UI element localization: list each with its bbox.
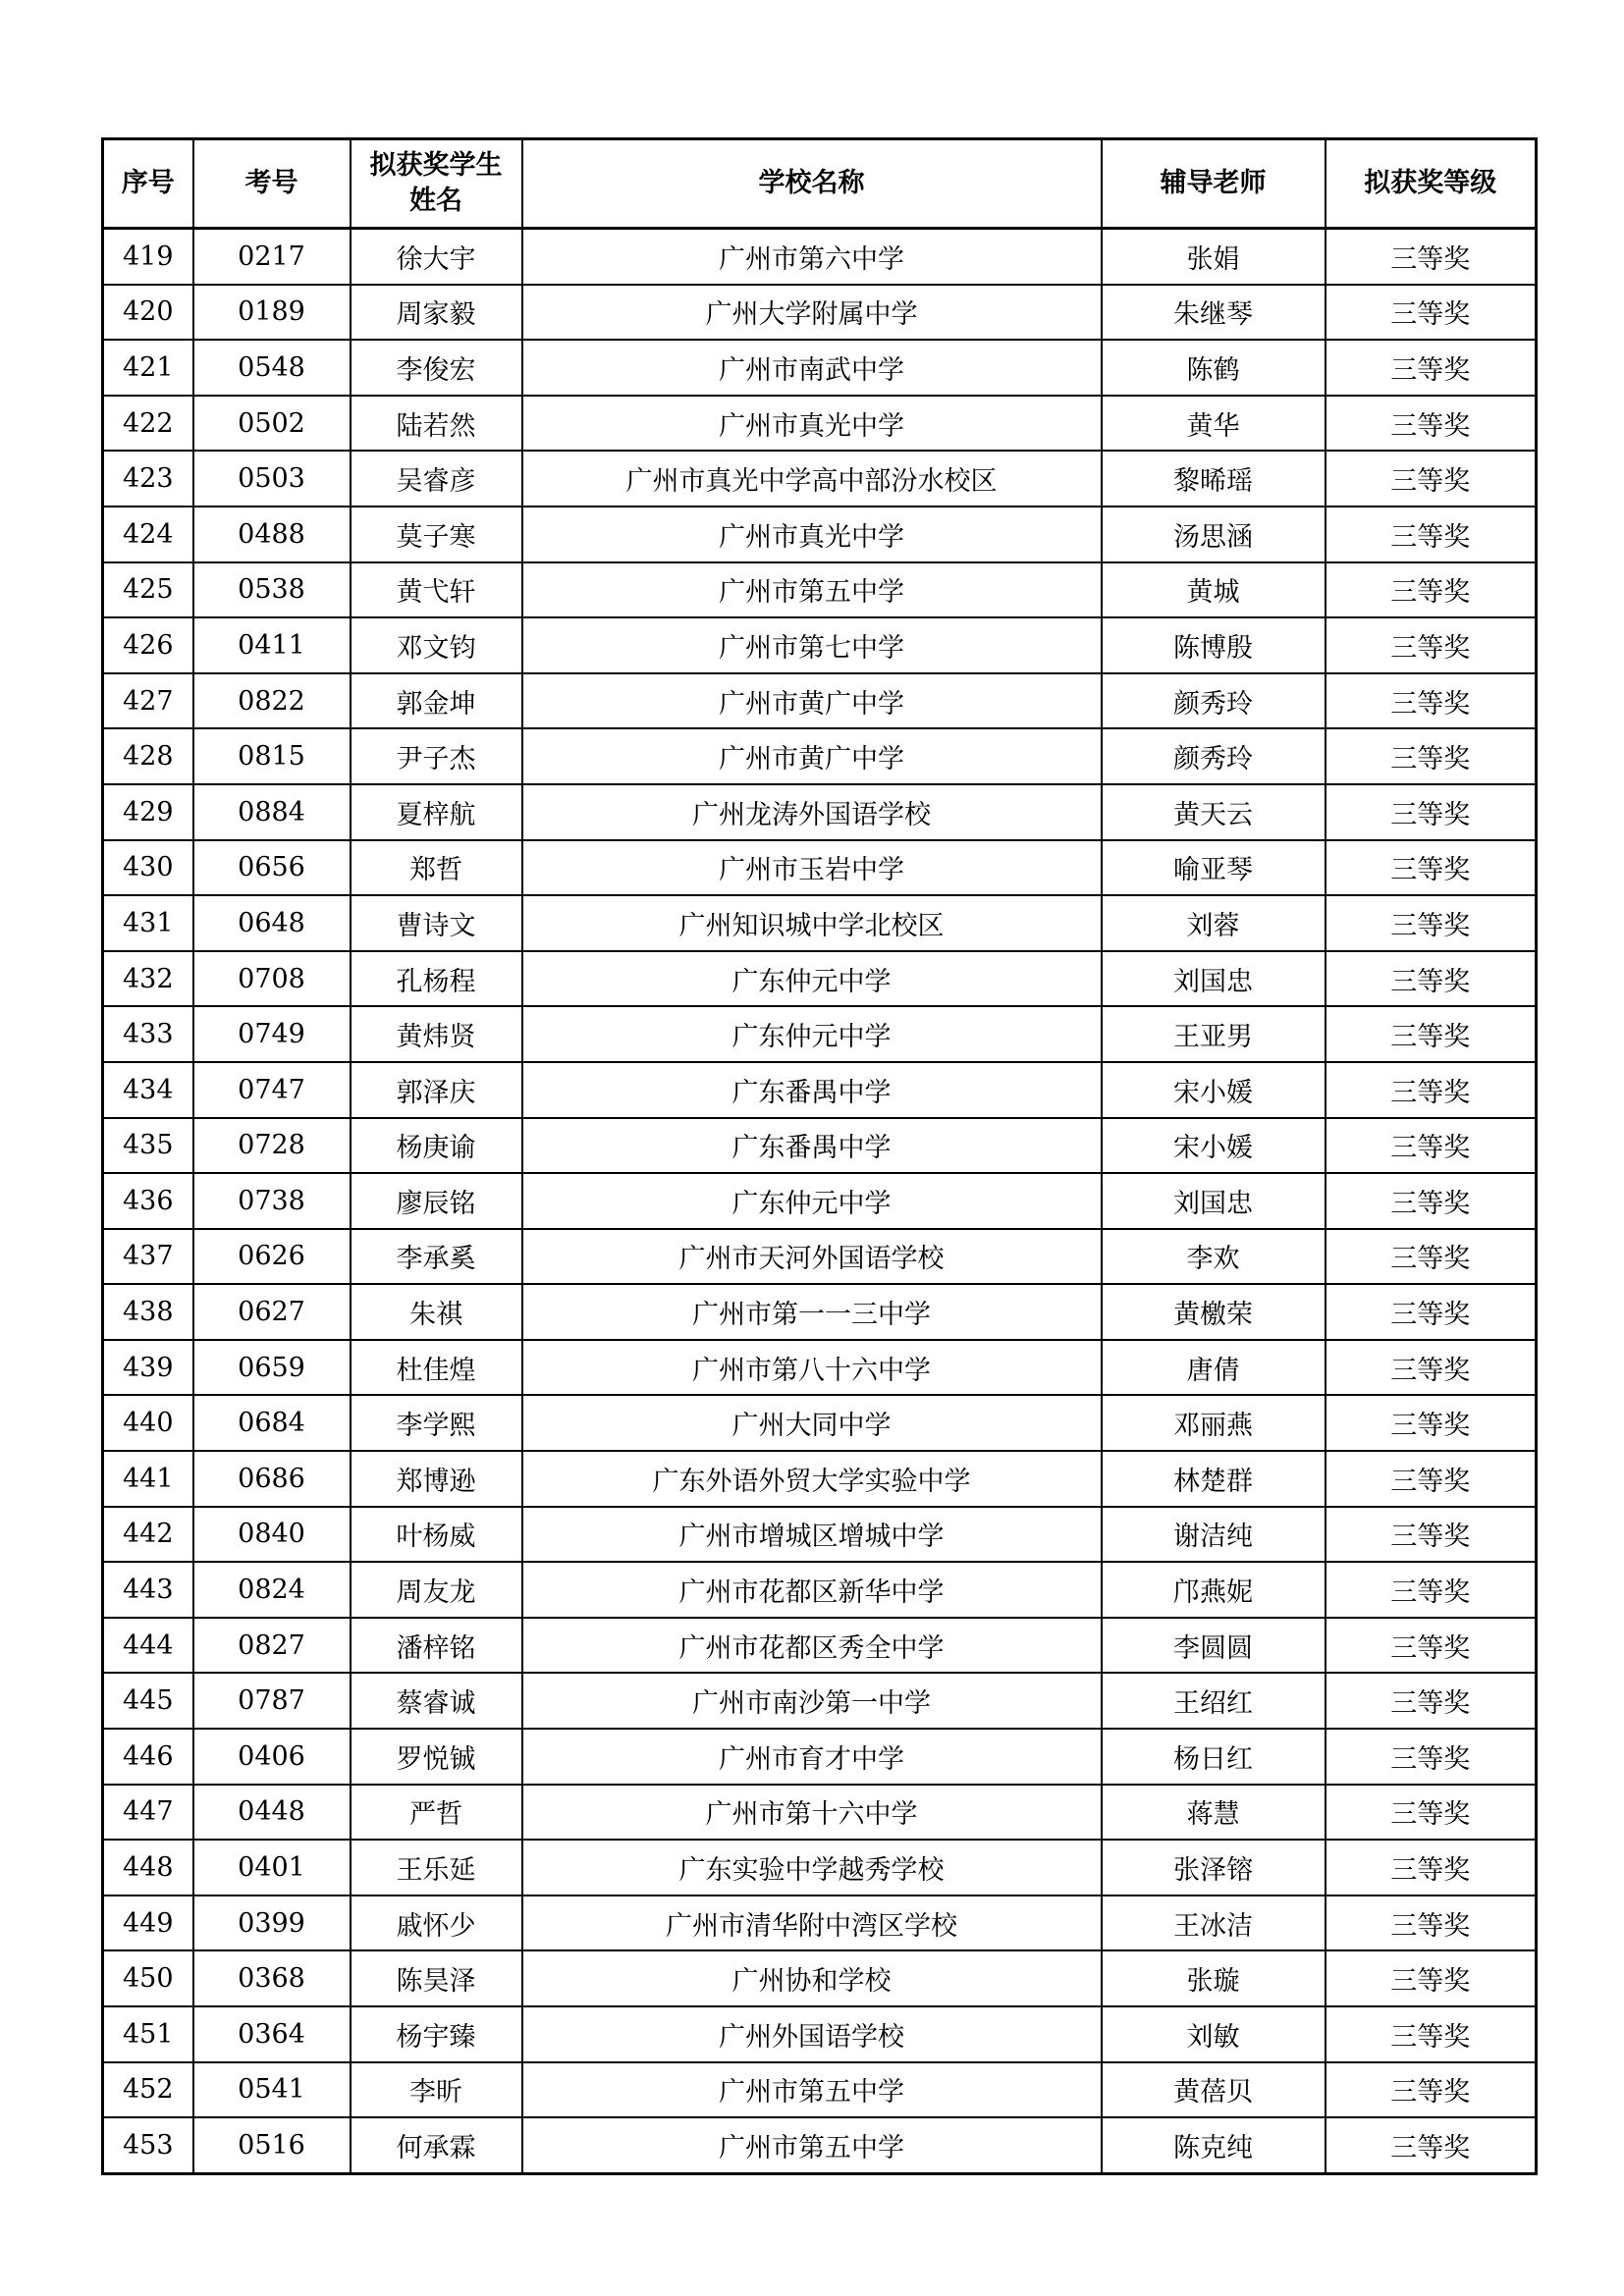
cell-teacher: 蒋慧 (1102, 1785, 1326, 1841)
table-row (103, 1229, 1537, 1285)
table-row (103, 2117, 1537, 2173)
cell-student-name: 郑哲 (351, 840, 522, 896)
table-row (103, 1840, 1537, 1896)
cell-seq: 425 (103, 562, 193, 618)
cell-seq: 437 (103, 1229, 193, 1285)
cell-exam-no: 0401 (193, 1840, 351, 1896)
table-row (103, 1896, 1537, 1951)
table-row (103, 2062, 1537, 2118)
table-header (103, 139, 1537, 229)
cell-teacher: 李欢 (1102, 1229, 1326, 1285)
cell-school: 广州大学附属中学 (522, 285, 1102, 341)
cell-seq: 429 (103, 784, 193, 840)
cell-exam-no: 0411 (193, 617, 351, 673)
cell-student-name: 周家毅 (351, 285, 522, 341)
cell-exam-no: 0364 (193, 2006, 351, 2062)
cell-exam-no: 0516 (193, 2117, 351, 2173)
cell-school: 广东仲元中学 (522, 1173, 1102, 1229)
table-row (103, 1173, 1537, 1229)
cell-award-level: 三等奖 (1326, 2062, 1537, 2118)
cell-teacher: 宋小媛 (1102, 1118, 1326, 1174)
cell-school: 广州市第五中学 (522, 2062, 1102, 2118)
cell-school: 广州市真光中学 (522, 396, 1102, 452)
cell-seq: 420 (103, 285, 193, 341)
cell-student-name: 杨宇臻 (351, 2006, 522, 2062)
cell-exam-no: 0747 (193, 1062, 351, 1118)
cell-teacher: 唐倩 (1102, 1340, 1326, 1396)
cell-student-name: 罗悦铖 (351, 1729, 522, 1785)
cell-exam-no: 0686 (193, 1451, 351, 1507)
cell-school: 广东仲元中学 (522, 951, 1102, 1007)
cell-student-name: 陆若然 (351, 396, 522, 452)
cell-student-name: 王乐延 (351, 1840, 522, 1896)
cell-award-level: 三等奖 (1326, 1785, 1537, 1841)
table-row (103, 1395, 1537, 1451)
cell-award-level: 三等奖 (1326, 1173, 1537, 1229)
cell-seq: 433 (103, 1006, 193, 1062)
cell-teacher: 林楚群 (1102, 1451, 1326, 1507)
table-row (103, 562, 1537, 618)
cell-school: 广州市真光中学高中部汾水校区 (522, 451, 1102, 507)
cell-student-name: 吴睿彦 (351, 451, 522, 507)
cell-award-level: 三等奖 (1326, 1950, 1537, 2006)
cell-seq: 419 (103, 229, 193, 285)
award-list-table (101, 137, 1538, 2175)
cell-seq: 423 (103, 451, 193, 507)
cell-award-level: 三等奖 (1326, 2117, 1537, 2173)
cell-teacher: 刘敏 (1102, 2006, 1326, 2062)
cell-student-name: 郭泽庆 (351, 1062, 522, 1118)
cell-teacher: 陈克纯 (1102, 2117, 1326, 2173)
cell-teacher: 黄天云 (1102, 784, 1326, 840)
cell-award-level: 三等奖 (1326, 951, 1537, 1007)
cell-teacher: 黄檄荣 (1102, 1284, 1326, 1340)
cell-student-name: 尹子杰 (351, 728, 522, 784)
cell-student-name: 朱祺 (351, 1284, 522, 1340)
cell-exam-no: 0822 (193, 673, 351, 729)
cell-exam-no: 0406 (193, 1729, 351, 1785)
cell-exam-no: 0488 (193, 507, 351, 562)
cell-school: 广东番禺中学 (522, 1118, 1102, 1174)
cell-student-name: 夏梓航 (351, 784, 522, 840)
cell-student-name: 潘梓铭 (351, 1618, 522, 1674)
cell-award-level: 三等奖 (1326, 1562, 1537, 1618)
cell-student-name: 孔杨程 (351, 951, 522, 1007)
cell-exam-no: 0884 (193, 784, 351, 840)
table-row (103, 1785, 1537, 1841)
cell-school: 广州市真光中学 (522, 507, 1102, 562)
cell-exam-no: 0217 (193, 229, 351, 285)
cell-seq: 445 (103, 1673, 193, 1729)
cell-award-level: 三等奖 (1326, 285, 1537, 341)
cell-school: 广州外国语学校 (522, 2006, 1102, 2062)
table-row (103, 895, 1537, 951)
cell-seq: 447 (103, 1785, 193, 1841)
table-row (103, 1340, 1537, 1396)
table-row (103, 507, 1537, 562)
cell-teacher: 黄华 (1102, 396, 1326, 452)
cell-school: 广州市第六中学 (522, 229, 1102, 285)
cell-student-name: 黄炜贤 (351, 1006, 522, 1062)
cell-seq: 452 (103, 2062, 193, 2118)
cell-teacher: 刘蓉 (1102, 895, 1326, 951)
cell-exam-no: 0448 (193, 1785, 351, 1841)
cell-school: 广州市天河外国语学校 (522, 1229, 1102, 1285)
cell-school: 广州市玉岩中学 (522, 840, 1102, 896)
cell-school: 广州市南武中学 (522, 340, 1102, 396)
cell-teacher: 张璇 (1102, 1950, 1326, 2006)
cell-seq: 428 (103, 728, 193, 784)
cell-award-level: 三等奖 (1326, 784, 1537, 840)
cell-seq: 431 (103, 895, 193, 951)
header-award-level: 拟获奖等级 (1326, 139, 1537, 229)
cell-student-name: 郭金坤 (351, 673, 522, 729)
cell-award-level: 三等奖 (1326, 507, 1537, 562)
cell-seq: 448 (103, 1840, 193, 1896)
table-row (103, 451, 1537, 507)
cell-school: 广州市第五中学 (522, 562, 1102, 618)
cell-award-level: 三等奖 (1326, 1451, 1537, 1507)
cell-teacher: 邓丽燕 (1102, 1395, 1326, 1451)
cell-seq: 439 (103, 1340, 193, 1396)
cell-teacher: 王冰洁 (1102, 1896, 1326, 1951)
cell-award-level: 三等奖 (1326, 673, 1537, 729)
cell-award-level: 三等奖 (1326, 451, 1537, 507)
cell-school: 广州市第五中学 (522, 2117, 1102, 2173)
cell-school: 广州市育才中学 (522, 1729, 1102, 1785)
cell-exam-no: 0708 (193, 951, 351, 1007)
cell-seq: 436 (103, 1173, 193, 1229)
cell-teacher: 邝燕妮 (1102, 1562, 1326, 1618)
cell-seq: 440 (103, 1395, 193, 1451)
cell-seq: 442 (103, 1507, 193, 1563)
cell-award-level: 三等奖 (1326, 1340, 1537, 1396)
table-row (103, 728, 1537, 784)
cell-school: 广东仲元中学 (522, 1006, 1102, 1062)
cell-seq: 450 (103, 1950, 193, 2006)
table-row (103, 1950, 1537, 2006)
cell-exam-no: 0787 (193, 1673, 351, 1729)
cell-award-level: 三等奖 (1326, 840, 1537, 896)
cell-seq: 427 (103, 673, 193, 729)
header-seq: 序号 (103, 139, 193, 229)
cell-award-level: 三等奖 (1326, 895, 1537, 951)
cell-student-name: 曹诗文 (351, 895, 522, 951)
cell-student-name: 邓文钧 (351, 617, 522, 673)
cell-school: 广州市花都区秀全中学 (522, 1618, 1102, 1674)
cell-exam-no: 0548 (193, 340, 351, 396)
cell-seq: 441 (103, 1451, 193, 1507)
table-row (103, 229, 1537, 285)
cell-award-level: 三等奖 (1326, 1395, 1537, 1451)
cell-exam-no: 0659 (193, 1340, 351, 1396)
cell-school: 广东外语外贸大学实验中学 (522, 1451, 1102, 1507)
cell-award-level: 三等奖 (1326, 1229, 1537, 1285)
cell-school: 广州市第十六中学 (522, 1785, 1102, 1841)
cell-school: 广州龙涛外国语学校 (522, 784, 1102, 840)
cell-teacher: 宋小媛 (1102, 1062, 1326, 1118)
cell-student-name: 李昕 (351, 2062, 522, 2118)
cell-exam-no: 0656 (193, 840, 351, 896)
table-row (103, 1284, 1537, 1340)
cell-teacher: 朱继琴 (1102, 285, 1326, 341)
table-row (103, 396, 1537, 452)
cell-award-level: 三等奖 (1326, 1284, 1537, 1340)
cell-student-name: 戚怀少 (351, 1896, 522, 1951)
cell-teacher: 张泽镕 (1102, 1840, 1326, 1896)
cell-student-name: 叶杨威 (351, 1507, 522, 1563)
cell-award-level: 三等奖 (1326, 1729, 1537, 1785)
cell-exam-no: 0824 (193, 1562, 351, 1618)
cell-award-level: 三等奖 (1326, 562, 1537, 618)
cell-school: 广东实验中学越秀学校 (522, 1840, 1102, 1896)
cell-exam-no: 0684 (193, 1395, 351, 1451)
cell-seq: 435 (103, 1118, 193, 1174)
cell-exam-no: 0502 (193, 396, 351, 452)
cell-school: 广州协和学校 (522, 1950, 1102, 2006)
cell-exam-no: 0368 (193, 1950, 351, 2006)
cell-school: 广州知识城中学北校区 (522, 895, 1102, 951)
cell-teacher: 陈鹤 (1102, 340, 1326, 396)
cell-teacher: 刘国忠 (1102, 1173, 1326, 1229)
table-row (103, 1729, 1537, 1785)
cell-seq: 430 (103, 840, 193, 896)
cell-teacher: 黎晞瑶 (1102, 451, 1326, 507)
cell-student-name: 陈昊泽 (351, 1950, 522, 2006)
cell-school: 广州市第八十六中学 (522, 1340, 1102, 1396)
cell-seq: 424 (103, 507, 193, 562)
cell-award-level: 三等奖 (1326, 1507, 1537, 1563)
cell-seq: 446 (103, 1729, 193, 1785)
cell-student-name: 黄弋轩 (351, 562, 522, 618)
cell-school: 广州市清华附中湾区学校 (522, 1896, 1102, 1951)
cell-student-name: 杜佳煌 (351, 1340, 522, 1396)
cell-seq: 434 (103, 1062, 193, 1118)
cell-student-name: 徐大宇 (351, 229, 522, 285)
table-row (103, 1062, 1537, 1118)
cell-award-level: 三等奖 (1326, 1618, 1537, 1674)
cell-student-name: 莫子寒 (351, 507, 522, 562)
cell-school: 广州市第一一三中学 (522, 1284, 1102, 1340)
cell-seq: 453 (103, 2117, 193, 2173)
cell-seq: 426 (103, 617, 193, 673)
cell-teacher: 杨日红 (1102, 1729, 1326, 1785)
cell-award-level: 三等奖 (1326, 1896, 1537, 1951)
table-row (103, 1451, 1537, 1507)
header-student-name-text: 拟获奖学生姓名 (369, 150, 503, 216)
cell-seq: 443 (103, 1562, 193, 1618)
cell-exam-no: 0749 (193, 1006, 351, 1062)
cell-exam-no: 0541 (193, 2062, 351, 2118)
table-row (103, 1618, 1537, 1674)
cell-school: 广州市花都区新华中学 (522, 1562, 1102, 1618)
cell-exam-no: 0399 (193, 1896, 351, 1951)
cell-school: 广州大同中学 (522, 1395, 1102, 1451)
cell-school: 广东番禺中学 (522, 1062, 1102, 1118)
cell-student-name: 李学熙 (351, 1395, 522, 1451)
table-row (103, 951, 1537, 1007)
cell-award-level: 三等奖 (1326, 728, 1537, 784)
cell-teacher: 陈博殷 (1102, 617, 1326, 673)
cell-student-name: 杨庚谕 (351, 1118, 522, 1174)
cell-exam-no: 0815 (193, 728, 351, 784)
cell-seq: 444 (103, 1618, 193, 1674)
cell-school: 广州市增城区增城中学 (522, 1507, 1102, 1563)
cell-seq: 449 (103, 1896, 193, 1951)
table-row (103, 840, 1537, 896)
cell-school: 广州市黄广中学 (522, 673, 1102, 729)
header-teacher: 辅导老师 (1102, 139, 1326, 229)
cell-teacher: 黄蓓贝 (1102, 2062, 1326, 2118)
table-row (103, 1673, 1537, 1729)
cell-exam-no: 0648 (193, 895, 351, 951)
cell-award-level: 三等奖 (1326, 1840, 1537, 1896)
cell-school: 广州市黄广中学 (522, 728, 1102, 784)
cell-exam-no: 0503 (193, 451, 351, 507)
cell-seq: 421 (103, 340, 193, 396)
cell-award-level: 三等奖 (1326, 1118, 1537, 1174)
cell-exam-no: 0626 (193, 1229, 351, 1285)
header-school: 学校名称 (522, 139, 1102, 229)
cell-student-name: 严哲 (351, 1785, 522, 1841)
table-row (103, 673, 1537, 729)
table-row (103, 784, 1537, 840)
cell-exam-no: 0738 (193, 1173, 351, 1229)
cell-student-name: 郑博逊 (351, 1451, 522, 1507)
cell-student-name: 李俊宏 (351, 340, 522, 396)
cell-school: 广州市南沙第一中学 (522, 1673, 1102, 1729)
table-row (103, 1118, 1537, 1174)
cell-teacher: 汤思涵 (1102, 507, 1326, 562)
cell-teacher: 黄城 (1102, 562, 1326, 618)
cell-teacher: 喻亚琴 (1102, 840, 1326, 896)
cell-exam-no: 0827 (193, 1618, 351, 1674)
cell-exam-no: 0728 (193, 1118, 351, 1174)
cell-award-level: 三等奖 (1326, 340, 1537, 396)
header-row (103, 139, 1537, 229)
cell-seq: 432 (103, 951, 193, 1007)
cell-teacher: 王亚男 (1102, 1006, 1326, 1062)
cell-award-level: 三等奖 (1326, 396, 1537, 452)
table-body (103, 229, 1537, 2174)
table-row (103, 1562, 1537, 1618)
header-exam-no: 考号 (193, 139, 351, 229)
table-row (103, 617, 1537, 673)
cell-award-level: 三等奖 (1326, 1673, 1537, 1729)
cell-seq: 451 (103, 2006, 193, 2062)
cell-seq: 438 (103, 1284, 193, 1340)
cell-student-name: 周友龙 (351, 1562, 522, 1618)
cell-teacher: 张娟 (1102, 229, 1326, 285)
cell-award-level: 三等奖 (1326, 617, 1537, 673)
cell-exam-no: 0840 (193, 1507, 351, 1563)
cell-teacher: 颜秀玲 (1102, 728, 1326, 784)
table-row (103, 1006, 1537, 1062)
table-row (103, 2006, 1537, 2062)
table-row (103, 1507, 1537, 1563)
table-row (103, 285, 1537, 341)
cell-teacher: 谢洁纯 (1102, 1507, 1326, 1563)
cell-exam-no: 0627 (193, 1284, 351, 1340)
header-student-name (351, 139, 522, 229)
cell-teacher: 王绍红 (1102, 1673, 1326, 1729)
cell-award-level: 三等奖 (1326, 229, 1537, 285)
cell-award-level: 三等奖 (1326, 1062, 1537, 1118)
cell-exam-no: 0189 (193, 285, 351, 341)
cell-exam-no: 0538 (193, 562, 351, 618)
cell-student-name: 廖辰铭 (351, 1173, 522, 1229)
cell-teacher: 颜秀玲 (1102, 673, 1326, 729)
cell-student-name: 何承霖 (351, 2117, 522, 2173)
cell-student-name: 李承奚 (351, 1229, 522, 1285)
cell-school: 广州市第七中学 (522, 617, 1102, 673)
cell-teacher: 李圆圆 (1102, 1618, 1326, 1674)
cell-seq: 422 (103, 396, 193, 452)
cell-teacher: 刘国忠 (1102, 951, 1326, 1007)
cell-award-level: 三等奖 (1326, 2006, 1537, 2062)
table-row (103, 340, 1537, 396)
cell-student-name: 蔡睿诚 (351, 1673, 522, 1729)
cell-award-level: 三等奖 (1326, 1006, 1537, 1062)
